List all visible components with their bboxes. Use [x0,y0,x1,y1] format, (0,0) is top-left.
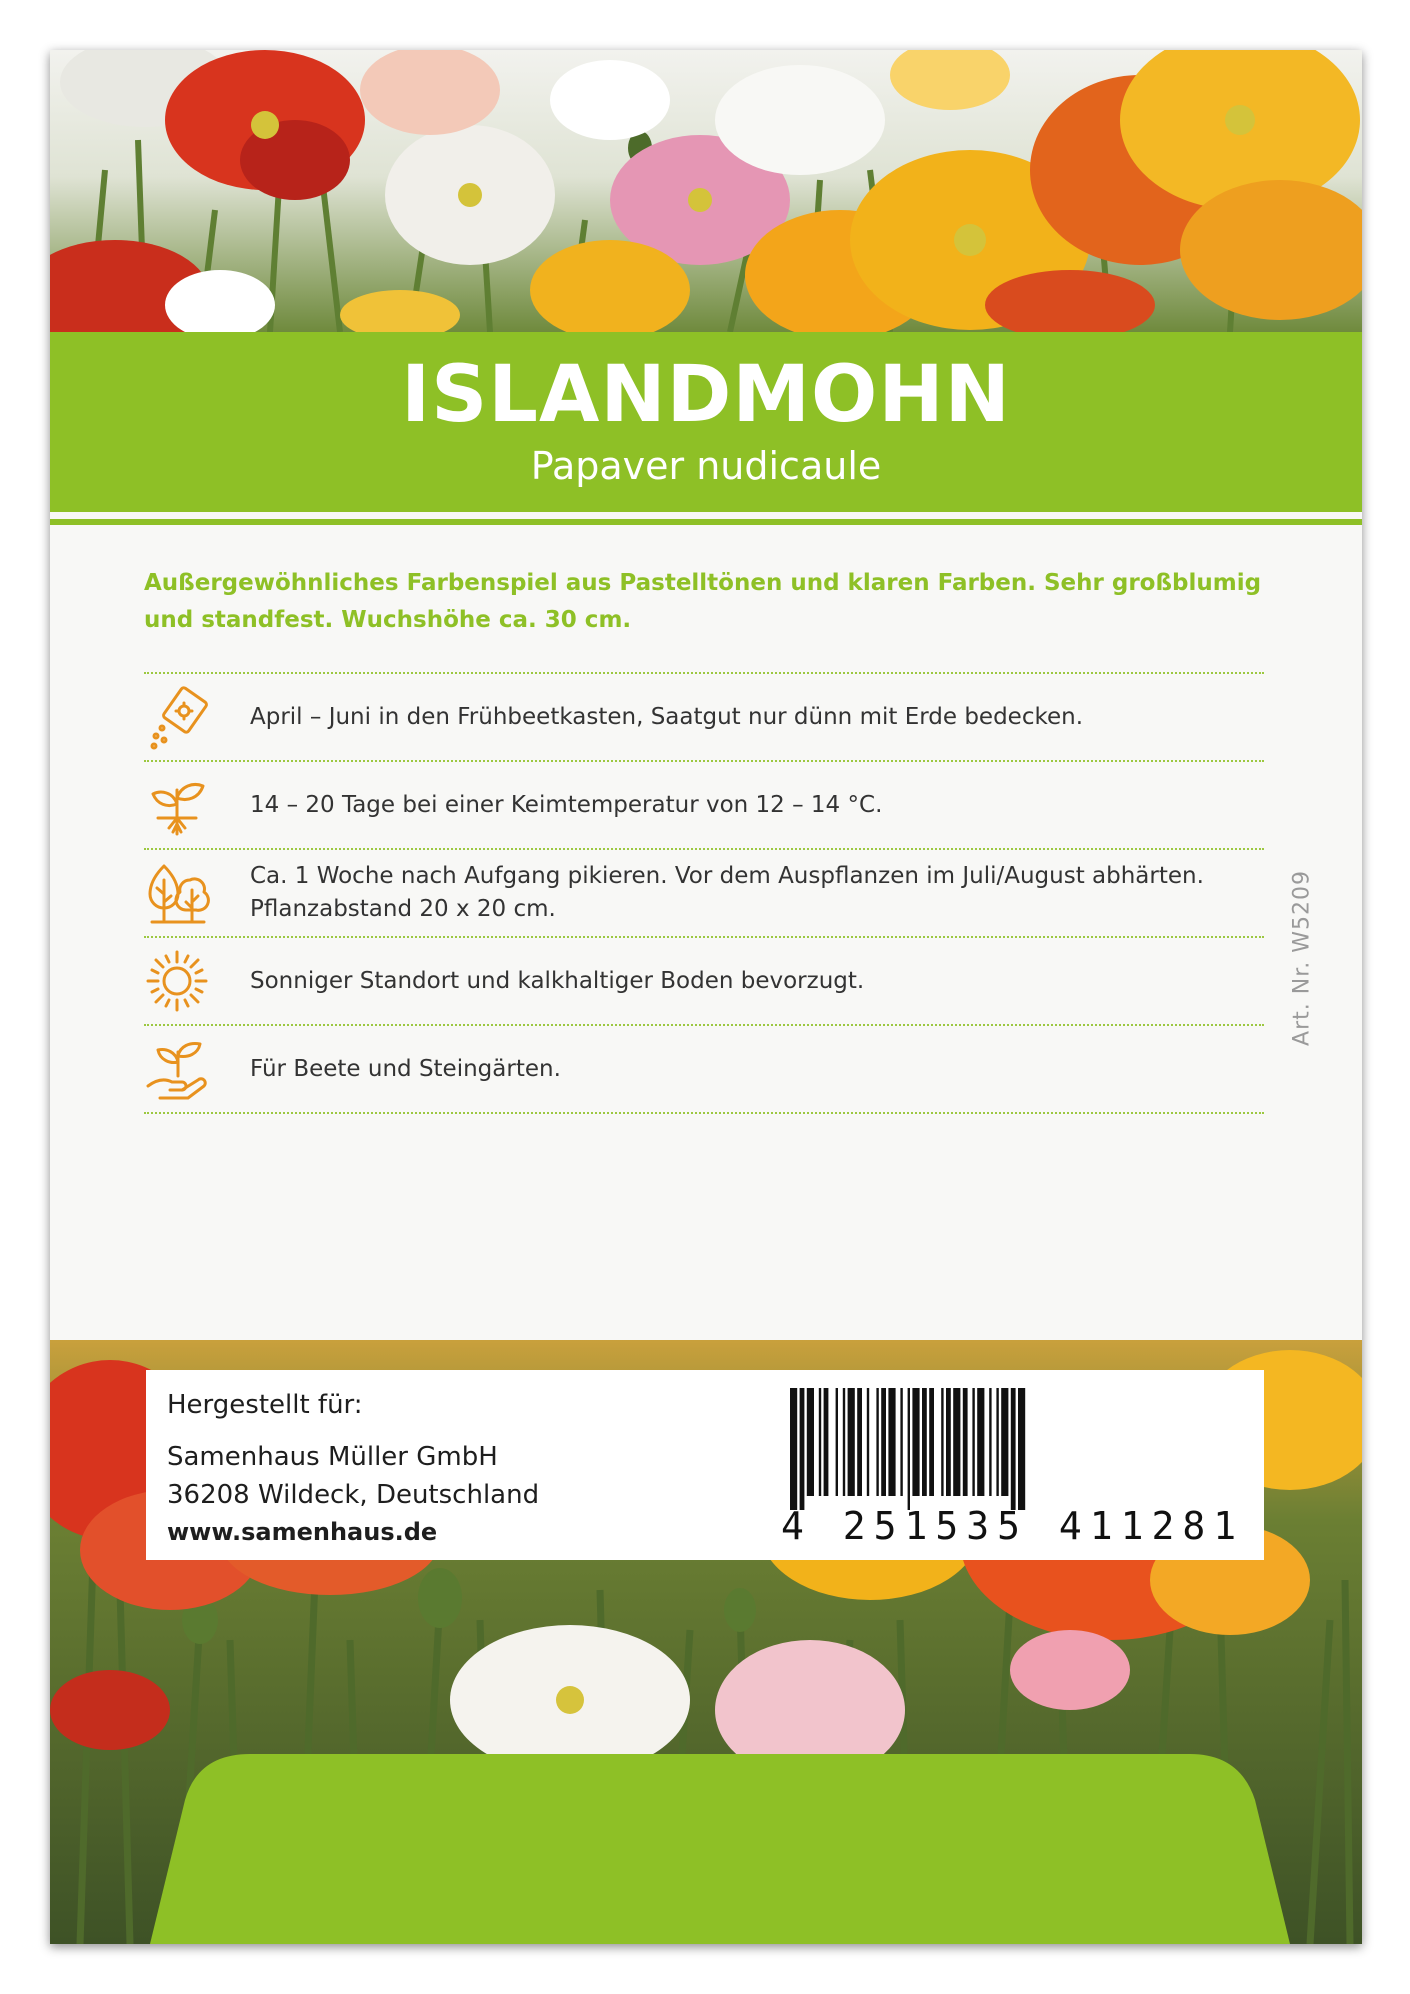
website-link[interactable]: www.samenhaus.de [167,1518,438,1546]
seed-packet-back [50,50,1362,1944]
barcode-bar [977,1388,984,1496]
barcode-bar [824,1388,829,1496]
instruction-row-transplant [144,850,1264,936]
manufacturer-box [146,1370,1264,1560]
barcode-bar [790,1388,797,1510]
barcode-bar [876,1388,878,1496]
barcode-bar [1001,1388,1008,1496]
barcode-bar [819,1388,821,1496]
instruction-row-sowing [144,674,1264,760]
sun-icon [144,948,210,1014]
barcode-bar [836,1388,838,1496]
instruction-text: April – Juni in den Frühbeetkasten, Saatgut nur dünn mit Erde bedecken. [250,703,1084,730]
barcode-bar [922,1388,927,1496]
barcode-bar [807,1388,814,1496]
instruction-row-location [144,938,1264,1024]
divider [144,1112,1264,1114]
seedling-icon [144,772,210,838]
product-description: Außergewöhnliches Farbenspiel aus Pastelltönen und klaren Farben. Sehr großblumig und standfest. Wuchshöhe ca. 30 cm. [144,570,1262,633]
barcode-digits: 4 251535 411281 [781,1504,1245,1548]
barcode-bar [800,1388,805,1510]
barcode-bar [857,1388,862,1496]
barcode-bar [1011,1388,1016,1510]
barcode-bar [900,1388,902,1496]
barcode-bar [941,1388,943,1496]
barcode-bar [881,1388,886,1496]
barcode-bar [946,1388,951,1496]
barcode-bar [953,1388,960,1496]
instruction-text: 14 – 20 Tage bei einer Keimtemperatur von 12 – 14 °C. [250,791,883,818]
barcode-bar [1018,1388,1025,1510]
manufacturer-address: 36208 Wildeck, Deutschland [167,1480,540,1510]
manufacturer-label: Hergestellt für: [167,1390,363,1420]
instruction-row-germination [144,762,1264,848]
barcode-bar [963,1388,968,1496]
bottom-green-flap [50,1740,1362,1944]
instruction-text: Ca. 1 Woche nach Aufgang pikieren. Vor dem Auspflanzen im Juli/August abhärten. Pflanzabstand 20 x 20 cm. [250,863,1204,922]
article-number [1282,858,1322,1058]
barcode-bar [912,1388,919,1496]
barcode-bar [929,1388,934,1496]
instruction-row-use [144,1026,1264,1112]
barcode-bar [867,1388,869,1496]
barcode-bar [989,1388,991,1496]
barcode-bar [888,1388,895,1496]
instruction-text: Sonniger Standort und kalkhaltiger Boden bevorzugt. [250,967,865,994]
barcode-bar [908,1388,910,1510]
hand-plant-icon [144,1036,210,1102]
product-title: ISLANDMOHN [401,350,1011,440]
barcode-bar [996,1388,998,1496]
barcode-bar [843,1388,845,1496]
title-band-underline [50,519,1362,525]
barcode [786,1388,1226,1510]
product-latin-name: Papaver nudicaule [530,444,882,488]
barcode-bar [972,1388,974,1496]
poppy-photo-top [50,50,1362,332]
seed-packet-icon [144,684,210,750]
barcode-bar [848,1388,855,1496]
article-number-text: Art. Nr. W5209 [1289,870,1315,1046]
tree-plant-icon [144,860,210,926]
manufacturer-name: Samenhaus Müller GmbH [167,1442,498,1472]
instruction-text: Für Beete und Steingärten. [250,1055,561,1082]
